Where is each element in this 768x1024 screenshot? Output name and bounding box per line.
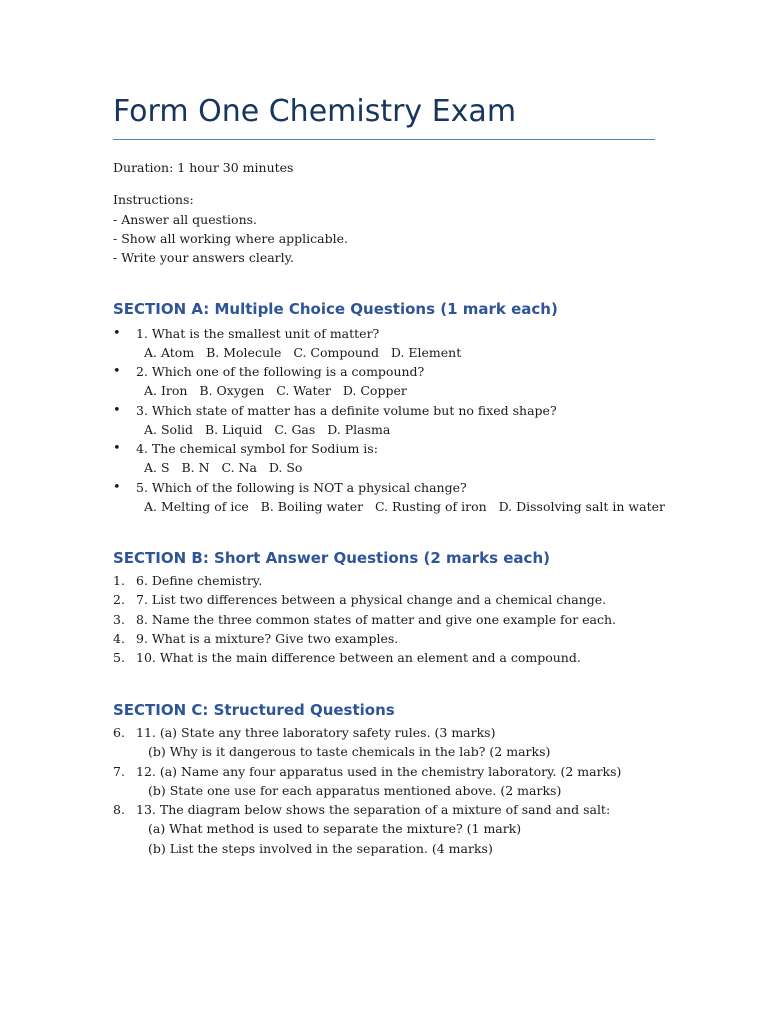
- mcq-question: 1. What is the smallest unit of matter?: [136, 326, 380, 341]
- section-a-heading: SECTION A: Multiple Choice Questions (1 mark each): [113, 300, 558, 318]
- list-text: 13. The diagram below shows the separation of a mixture of sand and salt:: [136, 802, 611, 818]
- bullet-icon: •: [113, 479, 121, 495]
- list-number: 4.: [113, 630, 125, 646]
- mcq-options: A. S B. N C. Na D. So: [144, 460, 303, 476]
- sub-question: (b) State one use for each apparatus mentioned above. (2 marks): [148, 782, 562, 798]
- list-item: [113, 650, 673, 669]
- mcq-options: A. Iron B. Oxygen C. Water D. Copper: [144, 383, 407, 399]
- list-number: 2.: [113, 592, 125, 608]
- page-title: Form One Chemistry Exam: [113, 94, 517, 129]
- section-c-heading: SECTION C: Structured Questions: [113, 701, 395, 719]
- mcq-item: [113, 441, 673, 479]
- sub-question: (b) List the steps involved in the separation. (4 marks): [148, 840, 493, 856]
- mcq-question: 2. Which one of the following is a compound?: [136, 364, 425, 380]
- mcq-question: 4. The chemical symbol for Sodium is:: [136, 441, 378, 457]
- bullet-icon: •: [113, 402, 121, 418]
- list-text: 11. (a) State any three laboratory safety rules. (3 marks): [136, 725, 496, 740]
- mcq-question: 3. Which state of matter has a definite volume but no fixed shape?: [136, 402, 557, 418]
- instruction-item: - Write your answers clearly.: [113, 250, 295, 265]
- sub-question: (b) Why is it dangerous to taste chemicals in the lab? (2 marks): [148, 744, 551, 760]
- list-number: 6.: [113, 725, 125, 740]
- list-item: [113, 764, 673, 803]
- list-item: [113, 592, 673, 611]
- section-b-questions: [113, 573, 673, 669]
- bullet-icon: •: [113, 441, 121, 457]
- bullet-icon: •: [113, 326, 121, 341]
- list-item: [113, 612, 673, 631]
- list-item: [113, 725, 673, 764]
- list-item: [113, 573, 673, 592]
- list-number: 8.: [113, 802, 125, 818]
- list-text: 6. Define chemistry.: [136, 573, 263, 588]
- list-text: 9. What is a mixture? Give two examples.: [136, 630, 399, 646]
- mcq-options: A. Atom B. Molecule C. Compound D. Element: [144, 345, 462, 360]
- mcq-question: 5. Which of the following is NOT a physical change?: [136, 479, 467, 495]
- mcq-item: [113, 480, 673, 518]
- list-text: 7. List two differences between a physical change and a chemical change.: [136, 592, 607, 608]
- mcq-options: A. Melting of ice B. Boiling water C. Rusting of iron D. Dissolving salt in water: [144, 498, 665, 514]
- list-item: [113, 631, 673, 650]
- mcq-item: [113, 364, 673, 402]
- list-number: 3.: [113, 611, 125, 627]
- section-b-heading: SECTION B: Short Answer Questions (2 marks each): [113, 549, 550, 567]
- duration-text: Duration: 1 hour 30 minutes: [113, 160, 294, 175]
- instructions-heading: Instructions:: [113, 192, 194, 207]
- mcq-options: A. Solid B. Liquid C. Gas D. Plasma: [144, 421, 391, 437]
- mcq-item: [113, 326, 673, 364]
- list-number: 1.: [113, 573, 125, 588]
- title-underline: [113, 139, 655, 140]
- section-a-questions: [113, 326, 673, 518]
- instruction-item: - Show all working where applicable.: [113, 231, 348, 246]
- mcq-item: [113, 403, 673, 441]
- list-text: 8. Name the three common states of matter and give one example for each.: [136, 611, 617, 627]
- instruction-item: - Answer all questions.: [113, 212, 258, 227]
- list-number: 5.: [113, 650, 125, 666]
- bullet-icon: •: [113, 364, 121, 380]
- section-c-questions: [113, 725, 673, 860]
- list-number: 7.: [113, 763, 125, 779]
- sub-question: (a) What method is used to separate the mixture? (1 mark): [148, 821, 522, 837]
- list-text: 10. What is the main difference between an element and a compound.: [136, 650, 581, 666]
- list-item: [113, 802, 673, 860]
- list-text: 12. (a) Name any four apparatus used in the chemistry laboratory. (2 marks): [136, 763, 622, 779]
